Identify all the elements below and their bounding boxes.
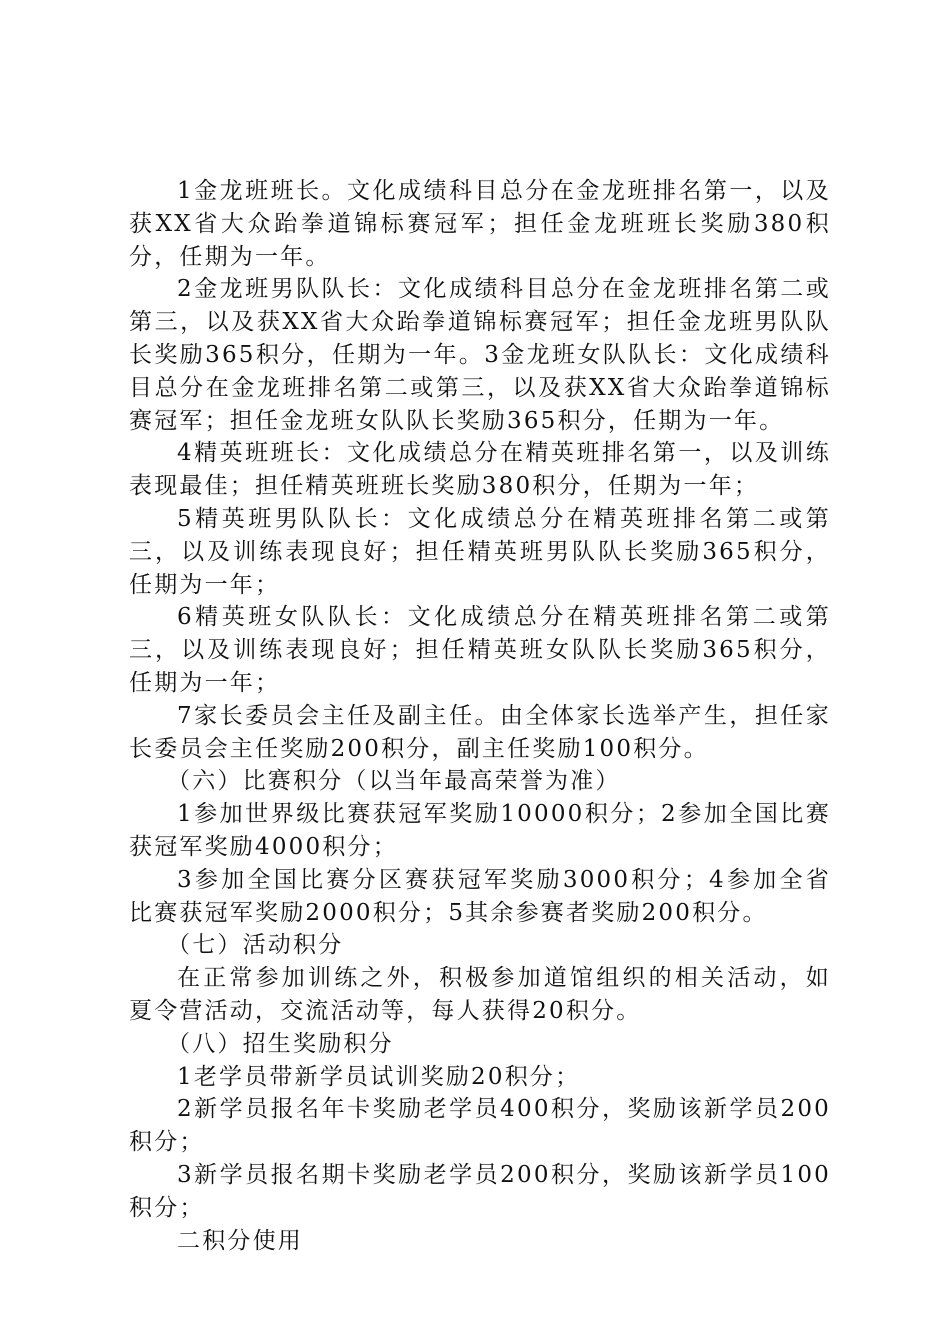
section-heading-enrollment-points: （八）招生奖励积分 <box>167 1030 394 1057</box>
paragraph-jinlong-class-monitor: 1金龙班班长。文化成绩科目总分在金龙班排名第一，以及获XX省大众跆拳道锦标赛冠军；担任金龙班班长奖励380积分，任期为一年。 <box>129 178 831 270</box>
paragraph-enrollment-trial: 1老学员带新学员试训奖励20积分； <box>177 1063 581 1090</box>
paragraph-elite-male-captain: 5精英班男队队长：文化成绩总分在精英班排名第二或第三，以及训练表现良好；担任精英班男队队长奖励365积分，任期为一年； <box>129 505 831 598</box>
section-heading-competition-points: （六）比赛积分（以当年最高荣誉为准） <box>167 768 621 795</box>
section-heading-activity-points: （七）活动积分 <box>167 932 344 959</box>
paragraph-competition-world-national: 1参加世界级比赛获冠军奖励10000积分；2参加全国比赛获冠军奖励4000积分； <box>129 801 831 860</box>
paragraph-activity-points: 在正常参加训练之外，积极参加道馆组织的相关活动，如夏令营活动，交流活动等，每人获得20积分。 <box>129 965 831 1024</box>
document-body <box>129 175 831 1257</box>
paragraph-enrollment-term-card: 3新学员报名期卡奖励老学员200积分，奖励该新学员100积分； <box>129 1161 831 1221</box>
paragraph-elite-female-captain: 6精英班女队队长：文化成绩总分在精英班排名第二或第三，以及训练表现良好；担任精英班女队队长奖励365积分，任期为一年； <box>129 604 831 696</box>
paragraph-parent-committee: 7家长委员会主任及副主任。由全体家长选举产生，担任家长委员会主任奖励200积分，副主任奖励100积分。 <box>129 702 831 762</box>
paragraph-competition-regional-provincial: 3参加全国比赛分区赛获冠军奖励3000积分；4参加全省比赛获冠军奖励2000积分；5其余参赛者奖励200积分。 <box>129 866 831 926</box>
paragraph-jinlong-team-captains: 2金龙班男队队长：文化成绩科目总分在金龙班排名第二或第三，以及获XX省大众跆拳道锦标赛冠军；担任金龙班男队队长奖励365积分，任期为一年。3金龙班女队队长：文化成绩科目总分在金龙班排名第二或第三，以及获XX省大众跆拳道锦标赛冠军；担任金龙班女队队长奖励365积分，任期为一年。 <box>129 276 831 434</box>
paragraph-elite-class-monitor: 4精英班班长：文化成绩总分在精英班排名第一，以及训练表现最佳；担任精英班班长奖励380积分，任期为一年； <box>129 440 831 500</box>
section-heading-points-usage: 二积分使用 <box>177 1227 303 1254</box>
paragraph-enrollment-annual-card: 2新学员报名年卡奖励老学员400积分，奖励该新学员200积分； <box>129 1096 831 1156</box>
